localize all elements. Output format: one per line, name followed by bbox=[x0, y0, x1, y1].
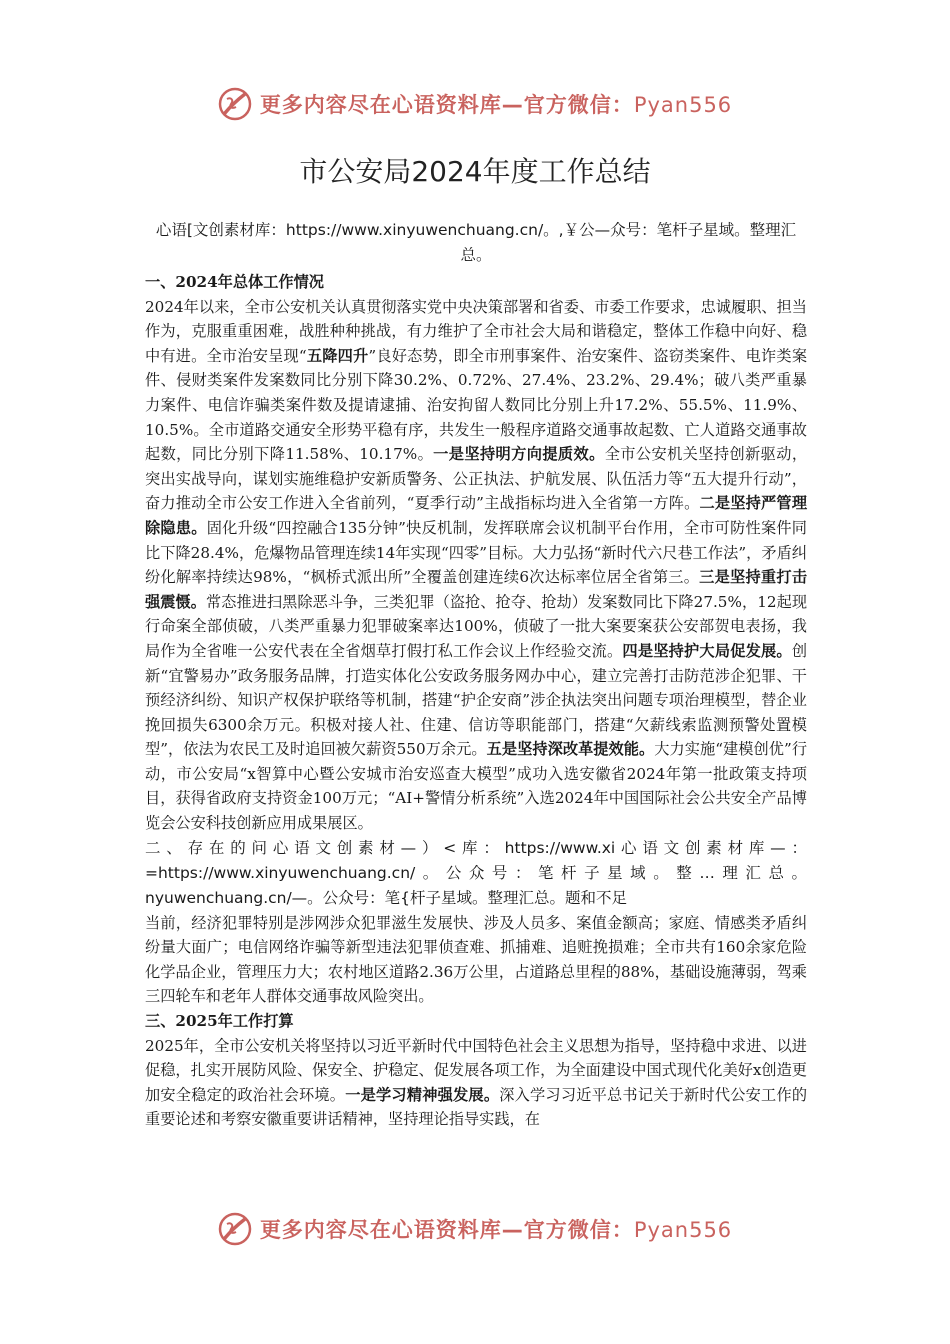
banner-text: 更多内容尽在心语资料库—官方微信：Pyan556 bbox=[259, 1218, 733, 1242]
section1-heading: 一、2024年总体工作情况 bbox=[145, 273, 324, 291]
section3-heading: 三、2025年工作打算 bbox=[145, 1012, 294, 1031]
document-body bbox=[145, 218, 807, 1132]
section2-paragraph: 当前，经济犯罪特别是涉网涉众犯罪滋生发展快、涉及人员多、案值金额高；家庭、情感类矛盾纠纷量大面广；电信网络诈骗等新型违法犯罪侦查难、抓捕难、追赃挽损难；全市共有160余家危险化学品企业，管理压力大；农村地区道路2.36万公里，占道路总里程的88%，基础设施薄弱，驾乘三四轮车和老年人群体交通事故风险突出。 bbox=[145, 913, 807, 1006]
wechat-id: Pyan556 bbox=[633, 93, 733, 117]
brush-logo-icon bbox=[218, 1212, 252, 1246]
footer-banner bbox=[0, 1207, 950, 1251]
section1-paragraph: 2024年以来，全市公安机关认真贯彻落实党中央决策部署和省委、市委工作要求，忠诚履职、担当作为，克服重重困难，战胜种种挑战，有力维护了全市社会大局和谐稳定，整体工作稳中向好、稳中有进。全市治安呈现“五降四升”良好态势，即全市刑事案件、治安案件、盗窃类案件、电诈类案件、侵财类案件发案数同比分别下降30.2%、0.72%、27.4%、23.2%、29.4%；破八类严重暴力案件、电信诈骗类案件数及提请逮捕、治安拘留人数同比分别上升17.2%、55.5%、11.9%、10.5%。全市道路交通安全形势平稳有序，共发生一般程序道路交通事故起数、亡人道路交通事故起数，同比分别下降11.58%、10.17%。一是坚持明方向提质效。全市公安机关坚持创新驱动，突出实战导向，谋划实施维稳护安新质警务、公正执法、护航发展、队伍活力等“五大提升行动”，奋力推动全市公安工作进入全省前列，“夏季行动”主战指标均进入全省第一方阵。二是坚持严管理除隐患。固化升级“四控融合135分钟”快反机制，发挥联席会议机制平台作用，全市可防性案件同比下降28.4%，危爆物品管理连续14年实现“四零”目标。大力弘扬“新时代六尺巷工作法”，矛盾纠纷化解率持续达98%，“枫桥式派出所”全覆盖创建连续6次达标率位居全省第三。三是坚持重打击强震慑。常态推进扫黑除恶斗争，三类犯罪（盗抢、抢夺、抢劫）发案数同比下降27.5%，12起现行命案全部侦破，八类严重暴力犯罪破案率达100%，侦破了一批大案要案获公安部贺电表扬，我局作为全省唯一公安代表在全省烟草打假打私工作会议上作经验交流。四是坚持护大局促发展。创新“宜警易办”政务服务品牌，打造实体化公安政务服务网办中心，建立完善打击防范涉企犯罪、干预经济纠纷、知识产权保护联络等机制，搭建“护企安商”涉企执法突出问题专项治理模型，替企业挽回损失6300余万元。积极对接人社、住建、信访等职能部门，搭建“欠薪线索监测预警处置模型”，依法为农民工及时追回被欠薪资550万余元。五是坚持深改革提效能。大力实施“建模创优”行动，市公安局“x智算中心暨公安城市治安巡查大模型”成功入选安徽省2024年第一批政策支持项目，获得省政府支持资金100万元；“AI+警情分析系统”入选2024年中国国际社会公共安全产品博览会公安科技创新应用成果展区。 bbox=[145, 297, 808, 833]
header-banner bbox=[0, 82, 950, 126]
source-line: 心语[文创素材库：https://www.xinyuwenchuang.cn/。,￥公—众号：笔杆子星域。整理汇总。 bbox=[155, 221, 797, 264]
wechat-id: Pyan556 bbox=[633, 1218, 733, 1242]
page-title: 市公安局2024年度工作总结 bbox=[299, 155, 651, 188]
banner-text: 更多内容尽在心语资料库—官方微信：Pyan556 bbox=[259, 93, 733, 117]
section3-paragraph: 2025年，全市公安机关将坚持以习近平新时代中国特色社会主义思想为指导，坚持稳中求进、以进促稳，扎实开展防风险、保安全、护稳定、促发展各项工作，为全面建设中国式现代化美好x创造更加安全稳定的政治社会环境。一是学习精神强发展。深入学习习近平总书记关于新时代公安工作的重要论述和考察安徽重要讲话精神，坚持理论指导实践，在 bbox=[145, 1036, 808, 1129]
section2-heading: 二、存在的问心语文创素材—）<库：https://www.xi心语文创素材库—：=https://www.xinyuwenchuang.cn/。公众号：笔杆子星域。整…理汇总。nyuwenchuang.cn/—。公众号：笔{杆子星域。整理汇总。题和不足 bbox=[145, 838, 807, 907]
brush-logo-icon bbox=[218, 87, 252, 121]
